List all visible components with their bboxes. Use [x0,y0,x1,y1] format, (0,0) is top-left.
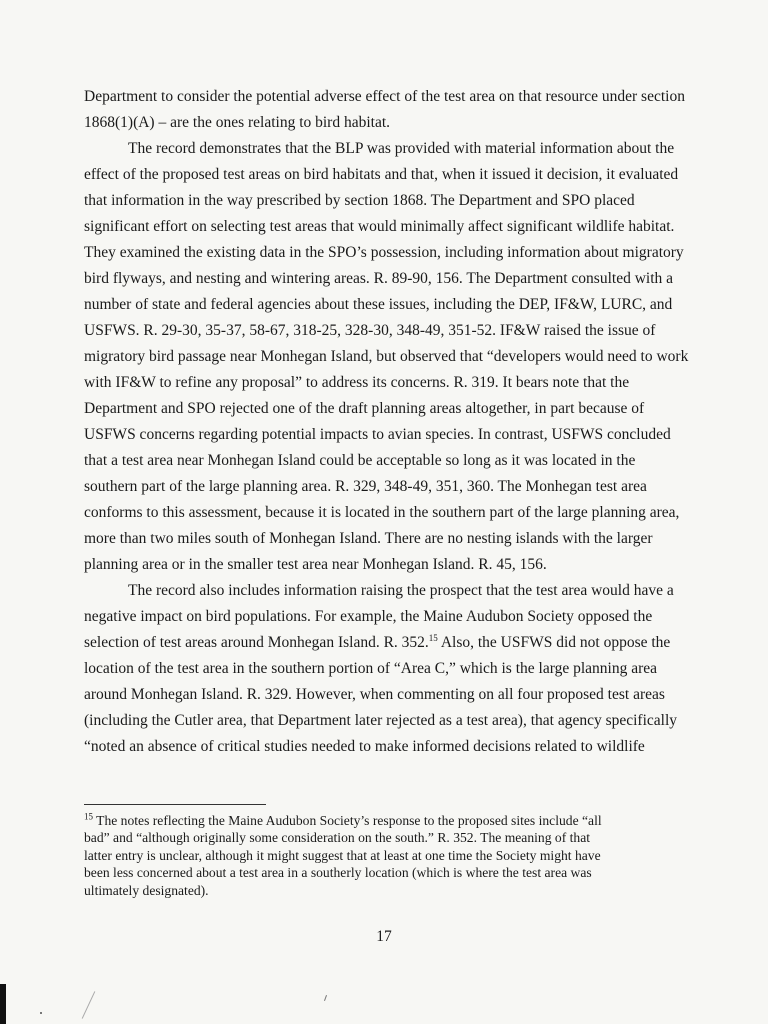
body-line: (including the Cutler area, that Department later rejected as a test area), that agency specifically [84,712,678,729]
footnote-line [84,812,674,829]
body-line: Department and SPO rejected one of the draft planning areas altogether, in part because of [84,400,645,417]
body-line: planning area or in the smaller test area near Monhegan Island. R. 45, 156. [84,556,547,573]
body-line: The record demonstrates that the BLP was provided with material information about the [128,140,675,157]
body-line: number of state and federal agencies about these issues, including the DEP, IF&W, LURC, and [84,296,673,313]
footnote-reference[interactable]: 15 [428,632,438,643]
body-line: significant effort on selecting test areas that would minimally affect significant wildlife habitat. [84,218,675,235]
body-line: location of the test area in the southern portion of “Area C,” which is the large planning area [84,660,658,677]
page-number: 17 [376,928,392,945]
footnote-line: been less concerned about a test area in a southerly location (which is where the test area was [84,865,592,881]
body-line: Department to consider the potential adverse effect of the test area on that resource under section [84,88,685,105]
body-line: more than two miles south of Monhegan Island. There are no nesting islands with the larger [84,530,653,547]
body-line: that information in the way prescribed by section 1868. The Department and SPO placed [84,192,635,209]
body-line: 1868(1)(A) – are the ones relating to bird habitat. [84,114,391,131]
body-line: bird flyways, and nesting and wintering areas. R. 89-90, 156. The Department consulted with a [84,270,674,287]
body-line: around Monhegan Island. R. 329. However, when commenting on all four proposed test areas [84,686,665,703]
footnote [84,812,674,899]
body-line: conforms to this assessment, because it is located in the southern part of the large planning area, [84,504,680,521]
footnote-text: The notes reflecting the Maine Audubon Society’s response to the proposed sites include “all [93,813,602,828]
scan-artifact [82,991,96,1019]
body-line: southern part of the large planning area. R. 329, 348-49, 351, 360. The Monhegan test area [84,478,647,495]
body-line: with IF&W to refine any proposal” to address its concerns. R. 319. It bears note that the [84,374,630,391]
scan-artifact [324,995,327,1001]
scan-edge-bar [0,984,6,1024]
body-line: The record also includes information raising the prospect that the test area would have a [128,582,674,599]
body-line: negative impact on bird populations. For example, the Maine Audubon Society opposed the [84,608,653,625]
body-line-end: Also, the USFWS did not oppose the [437,634,671,651]
body-line: They examined the existing data in the SPO’s possession, including information about migratory [84,244,684,261]
footnote-line: bad” and “although originally some consideration on the south.” R. 352. The meaning of that [84,830,591,846]
body-line: USFWS concerns regarding potential impacts to avian species. In contrast, USFWS concluded [84,426,671,443]
body-line: USFWS. R. 29-30, 35-37, 58-67, 318-25, 328-30, 348-49, 351-52. IF&W raised the issue of [84,322,656,339]
body-line: migratory bird passage near Monhegan Island, but observed that “developers would need to work [84,348,689,365]
body-line-with-footnote [84,630,674,656]
body-line-start: selection of test areas around Monhegan Island. R. 352. [84,634,429,651]
footnote-number: 15 [84,811,93,822]
footnote-line: ultimately designated). [84,882,209,898]
body-line: effect of the proposed test areas on bird habitats and that, when it issued it decision, it evaluated [84,166,679,183]
body-line: “noted an absence of critical studies needed to make informed decisions related to wildlife [84,738,645,755]
scan-artifact [40,1012,42,1014]
body-text [84,84,689,760]
footnote-divider [84,804,266,805]
footnote-line: latter entry is unclear, although it might suggest that at least at one time the Society might have [84,847,601,863]
body-line: that a test area near Monhegan Island could be acceptable so long as it was located in the [84,452,636,469]
